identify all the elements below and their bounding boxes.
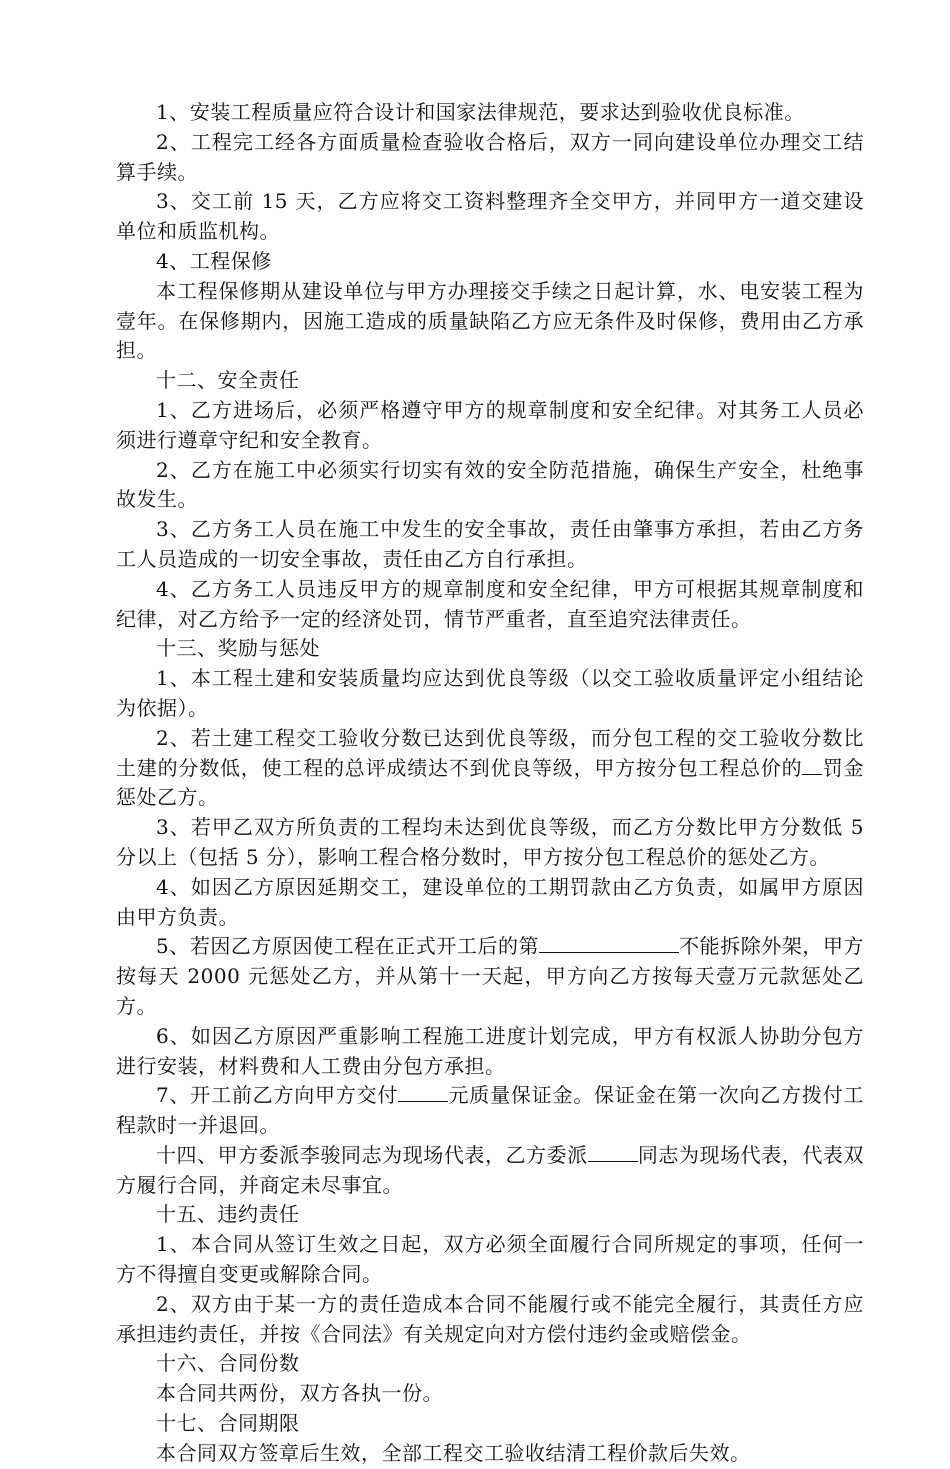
paragraph bbox=[116, 515, 864, 575]
paragraph bbox=[116, 1379, 864, 1409]
fill-in-blank bbox=[539, 932, 679, 953]
paragraph bbox=[116, 1230, 864, 1290]
paragraph-text: 同志为现场代表，代表双方履行合同，并商定未尽事宜。 bbox=[116, 1142, 864, 1197]
paragraph bbox=[116, 456, 864, 516]
paragraph-text: 元质量保证金。保证金在第一次向乙方拨付工程款时一并退回。 bbox=[116, 1083, 864, 1138]
paragraph-text: 十二、安全责任 bbox=[156, 368, 300, 393]
paragraph bbox=[116, 634, 864, 664]
paragraph-text: 1、本合同从签订生效之日起，双方必须全面履行合同所规定的事项，任何一方不得擅自变更或解除合同。 bbox=[116, 1232, 864, 1287]
paragraph bbox=[116, 1200, 864, 1230]
paragraph-text: 4、如因乙方原因延期交工，建设单位的工期罚款由乙方负责，如属甲方原因由甲方负责。 bbox=[116, 874, 864, 929]
paragraph-text: 十四、甲方委派李骏同志为现场代表，乙方委派 bbox=[156, 1142, 588, 1167]
paragraph bbox=[116, 396, 864, 456]
paragraph-text: 本合同双方签章后生效，全部工程交工验收结清工程价款后失效。 bbox=[156, 1440, 751, 1465]
contract-page bbox=[116, 98, 864, 1469]
paragraph bbox=[116, 1439, 864, 1469]
paragraph bbox=[116, 187, 864, 247]
paragraph bbox=[116, 1141, 864, 1201]
paragraph bbox=[116, 724, 864, 813]
paragraph bbox=[116, 1349, 864, 1379]
paragraph-text: 4、乙方务工人员违反甲方的规章制度和安全纪律，甲方可根据其规章制度和纪律，对乙方给予一定的经济处罚，情节严重者，直至追究法律责任。 bbox=[116, 576, 864, 631]
paragraph-text: 1、安装工程质量应符合设计和国家法律规范，要求达到验收优良标准。 bbox=[156, 100, 805, 124]
paragraph bbox=[116, 1022, 864, 1082]
paragraph bbox=[116, 1409, 864, 1439]
paragraph-text: 罚金惩处乙方。 bbox=[116, 755, 865, 810]
paragraph-text: 7、开工前乙方向甲方交付 bbox=[156, 1083, 399, 1108]
paragraph-text: 十五、违约责任 bbox=[156, 1202, 300, 1227]
paragraph-text: 十七、合同期限 bbox=[156, 1411, 300, 1436]
paragraph-text: 3、若甲乙双方所负责的工程均未达到优良等级，而乙方分数比甲方分数低 5 分以上（包括 5 分），影响工程合格分数时，甲方按分包工程总价的惩处乙方。 bbox=[116, 815, 864, 869]
paragraph-text: 本合同共两份，双方各执一份。 bbox=[156, 1381, 443, 1406]
paragraph-text: 本工程保修期从建设单位与甲方办理接交手续之日起计算，水、电安装工程为壹年。在保修期内，因施工造成的质量缺陷乙方应无条件及时保修，费用由乙方承担。 bbox=[116, 278, 864, 363]
paragraph-text: 不能拆除外架，甲方按每天 2000 元惩处乙方，并从第十一天起，甲方向乙方按每天壹万元款惩处乙方。 bbox=[116, 934, 865, 1018]
paragraph-text: 1、乙方进场后，必须严格遵守甲方的规章制度和安全纪律。对其务工人员必须进行遵章守纪和安全教育。 bbox=[116, 397, 864, 452]
paragraph-text: 4、工程保修 bbox=[156, 248, 272, 273]
fill-in-blank bbox=[398, 1081, 448, 1102]
paragraph-text: 2、若土建工程交工验收分数已达到优良等级，而分包工程的交工验收分数比土建的分数低，使工程的总评成绩达不到优良等级，甲方按分包工程总价的 bbox=[116, 725, 864, 780]
paragraph bbox=[116, 813, 864, 873]
paragraph bbox=[116, 98, 864, 128]
paragraph-text: 十六、合同份数 bbox=[156, 1351, 300, 1376]
paragraph-text: 6、如因乙方原因严重影响工程施工进度计划完成，甲方有权派人协助分包方进行安装，材料费和人工费由分包方承担。 bbox=[116, 1023, 864, 1078]
paragraph bbox=[116, 932, 864, 1021]
paragraph-text: 5、若因乙方原因使工程在正式开工后的第 bbox=[156, 934, 540, 959]
paragraph bbox=[116, 575, 864, 635]
paragraph-text: 2、乙方在施工中必须实行切实有效的安全防范措施，确保生产安全，杜绝事故发生。 bbox=[116, 457, 864, 512]
paragraph bbox=[116, 277, 864, 366]
paragraph-text: 1、本工程土建和安装质量均应达到优良等级（以交工验收质量评定小组结论为依据）。 bbox=[116, 666, 864, 720]
fill-in-blank bbox=[588, 1141, 638, 1162]
fill-in-blank bbox=[802, 754, 822, 775]
paragraph bbox=[116, 128, 864, 188]
paragraph bbox=[116, 664, 864, 724]
paragraph bbox=[116, 1081, 864, 1141]
paragraph-text: 2、双方由于某一方的责任造成本合同不能履行或不能完全履行，其责任方应承担违约责任，并按《合同法》有关规定向对方偿付违约金或赔偿金。 bbox=[116, 1291, 864, 1346]
paragraph bbox=[116, 366, 864, 396]
paragraph-text: 十三、奖励与惩处 bbox=[156, 636, 320, 661]
paragraph bbox=[116, 1290, 864, 1350]
contract-body bbox=[116, 98, 864, 1469]
paragraph-text: 3、交工前 15 天，乙方应将交工资料整理齐全交甲方，并同甲方一道交建设单位和质监机构。 bbox=[116, 189, 864, 244]
paragraph bbox=[116, 247, 864, 277]
paragraph bbox=[116, 873, 864, 933]
paragraph-text: 3、乙方务工人员在施工中发生的安全事故，责任由肇事方承担，若由乙方务工人员造成的一切安全事故，责任由乙方自行承担。 bbox=[116, 517, 864, 571]
paragraph-text: 2、工程完工经各方面质量检查验收合格后，双方一同向建设单位办理交工结算手续。 bbox=[116, 129, 864, 184]
